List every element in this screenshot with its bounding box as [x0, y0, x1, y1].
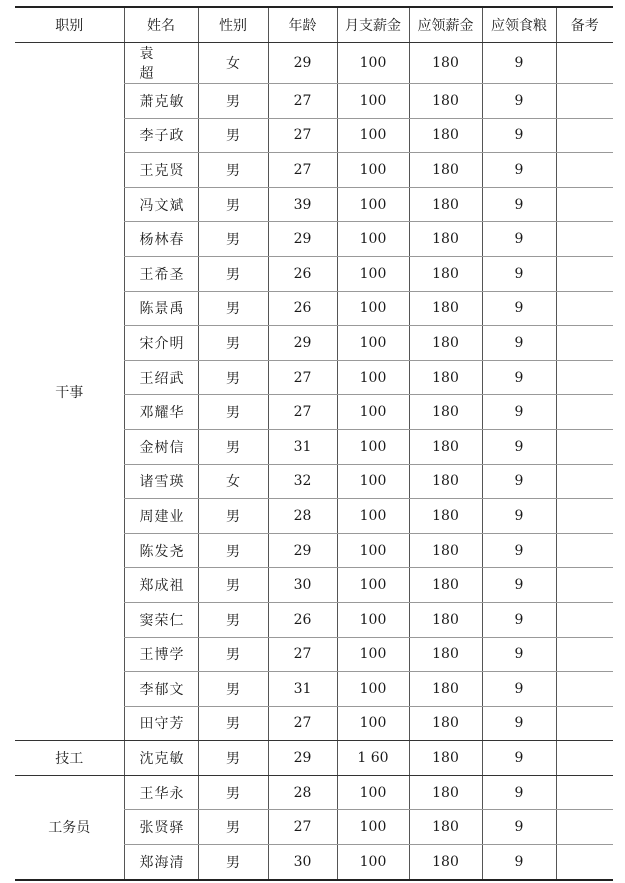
note-cell — [556, 533, 613, 568]
monthly-pay-cell: 100 — [337, 810, 409, 845]
monthly-pay-cell: 100 — [337, 499, 409, 534]
monthly-pay-cell: 100 — [337, 118, 409, 153]
staff-sex-cell: 男 — [198, 84, 268, 119]
header-row — [15, 7, 613, 43]
due-pay-cell: 180 — [409, 256, 482, 291]
note-cell — [556, 464, 613, 499]
staff-age-cell: 30 — [268, 845, 337, 880]
staff-name-cell: 杨林春 — [124, 222, 198, 257]
note-cell — [556, 326, 613, 361]
staff-salary-table — [15, 6, 613, 881]
staff-age-cell: 29 — [268, 741, 337, 776]
due-grain-cell: 9 — [482, 533, 556, 568]
note-cell — [556, 222, 613, 257]
staff-sex-cell: 男 — [198, 706, 268, 741]
table-row — [15, 775, 613, 810]
due-grain-cell: 9 — [482, 672, 556, 707]
monthly-pay-cell: 100 — [337, 326, 409, 361]
staff-sex-cell: 男 — [198, 741, 268, 776]
staff-age-cell: 28 — [268, 775, 337, 810]
staff-age-cell: 32 — [268, 464, 337, 499]
staff-age-cell: 29 — [268, 222, 337, 257]
monthly-pay-cell: 100 — [337, 291, 409, 326]
due-pay-cell: 180 — [409, 741, 482, 776]
due-pay-cell: 180 — [409, 43, 482, 84]
due-grain-cell: 9 — [482, 395, 556, 430]
staff-sex-cell: 男 — [198, 775, 268, 810]
staff-sex-cell: 男 — [198, 637, 268, 672]
monthly-pay-cell: 100 — [337, 533, 409, 568]
staff-age-cell: 27 — [268, 810, 337, 845]
staff-name-cell: 金树信 — [124, 429, 198, 464]
staff-name-cell: 郑海清 — [124, 845, 198, 880]
role-cell: 技工 — [15, 741, 124, 776]
monthly-pay-cell: 100 — [337, 429, 409, 464]
staff-age-cell: 27 — [268, 84, 337, 119]
note-cell — [556, 43, 613, 84]
due-grain-cell: 9 — [482, 187, 556, 222]
staff-name-cell: 冯文斌 — [124, 187, 198, 222]
monthly-pay-cell: 100 — [337, 395, 409, 430]
note-cell — [556, 118, 613, 153]
monthly-pay-cell: 100 — [337, 43, 409, 84]
staff-age-cell: 26 — [268, 256, 337, 291]
staff-name-cell: 陈景禹 — [124, 291, 198, 326]
monthly-pay-cell: 100 — [337, 84, 409, 119]
staff-name-cell: 王华永 — [124, 775, 198, 810]
staff-name-cell: 田守芳 — [124, 706, 198, 741]
staff-age-cell: 27 — [268, 637, 337, 672]
due-grain-cell: 9 — [482, 706, 556, 741]
note-cell — [556, 499, 613, 534]
staff-age-cell: 39 — [268, 187, 337, 222]
monthly-pay-cell: 100 — [337, 153, 409, 188]
staff-sex-cell: 男 — [198, 326, 268, 361]
staff-name-cell: 郑成祖 — [124, 568, 198, 603]
due-pay-cell: 180 — [409, 810, 482, 845]
staff-name-cell: 萧克敏 — [124, 84, 198, 119]
staff-name-cell: 李郁文 — [124, 672, 198, 707]
monthly-pay-cell: 100 — [337, 360, 409, 395]
note-cell — [556, 845, 613, 880]
note-cell — [556, 810, 613, 845]
due-pay-cell: 180 — [409, 187, 482, 222]
staff-name-cell: 陈发尧 — [124, 533, 198, 568]
role-cell: 干事 — [15, 43, 124, 741]
due-pay-cell: 180 — [409, 360, 482, 395]
staff-name-cell: 沈克敏 — [124, 741, 198, 776]
due-grain-cell: 9 — [482, 222, 556, 257]
staff-age-cell: 29 — [268, 326, 337, 361]
staff-age-cell: 30 — [268, 568, 337, 603]
due-pay-cell: 180 — [409, 568, 482, 603]
due-pay-cell: 180 — [409, 637, 482, 672]
staff-name-cell: 邓耀华 — [124, 395, 198, 430]
due-grain-cell: 9 — [482, 464, 556, 499]
due-grain-cell: 9 — [482, 360, 556, 395]
monthly-pay-cell: 100 — [337, 845, 409, 880]
header-note: 备考 — [556, 7, 613, 43]
staff-sex-cell: 男 — [198, 222, 268, 257]
note-cell — [556, 706, 613, 741]
note-cell — [556, 568, 613, 603]
due-grain-cell: 9 — [482, 153, 556, 188]
due-grain-cell: 9 — [482, 741, 556, 776]
staff-age-cell: 31 — [268, 429, 337, 464]
due-pay-cell: 180 — [409, 706, 482, 741]
staff-sex-cell: 男 — [198, 568, 268, 603]
header-monthly-pay: 月支薪金 — [337, 7, 409, 43]
due-pay-cell: 180 — [409, 464, 482, 499]
staff-sex-cell: 男 — [198, 672, 268, 707]
note-cell — [556, 187, 613, 222]
due-pay-cell: 180 — [409, 395, 482, 430]
due-pay-cell: 180 — [409, 533, 482, 568]
staff-name-cell: 张贤驿 — [124, 810, 198, 845]
staff-age-cell: 29 — [268, 533, 337, 568]
note-cell — [556, 395, 613, 430]
staff-sex-cell: 男 — [198, 118, 268, 153]
header-sex: 性别 — [198, 7, 268, 43]
header-name: 姓名 — [124, 7, 198, 43]
monthly-pay-cell: 100 — [337, 637, 409, 672]
due-grain-cell: 9 — [482, 291, 556, 326]
note-cell — [556, 775, 613, 810]
staff-name-cell: 袁 超 — [124, 43, 198, 84]
staff-name-cell: 宋介明 — [124, 326, 198, 361]
monthly-pay-cell: 100 — [337, 187, 409, 222]
staff-sex-cell: 男 — [198, 395, 268, 430]
due-grain-cell: 9 — [482, 602, 556, 637]
due-grain-cell: 9 — [482, 845, 556, 880]
due-pay-cell: 180 — [409, 222, 482, 257]
staff-sex-cell: 男 — [198, 810, 268, 845]
monthly-pay-cell: 100 — [337, 568, 409, 603]
monthly-pay-cell: 100 — [337, 602, 409, 637]
due-grain-cell: 9 — [482, 775, 556, 810]
monthly-pay-cell: 100 — [337, 672, 409, 707]
staff-sex-cell: 男 — [198, 845, 268, 880]
staff-name-cell: 王博学 — [124, 637, 198, 672]
staff-name-cell: 周建业 — [124, 499, 198, 534]
due-pay-cell: 180 — [409, 672, 482, 707]
staff-sex-cell: 男 — [198, 429, 268, 464]
table-row — [15, 43, 613, 84]
monthly-pay-cell: 100 — [337, 464, 409, 499]
staff-age-cell: 28 — [268, 499, 337, 534]
staff-age-cell: 27 — [268, 360, 337, 395]
table-row — [15, 741, 613, 776]
table-body — [15, 43, 613, 880]
staff-name-cell: 王克贤 — [124, 153, 198, 188]
monthly-pay-cell: 100 — [337, 222, 409, 257]
due-pay-cell: 180 — [409, 84, 482, 119]
due-grain-cell: 9 — [482, 326, 556, 361]
header-age: 年龄 — [268, 7, 337, 43]
staff-sex-cell: 男 — [198, 602, 268, 637]
staff-age-cell: 27 — [268, 153, 337, 188]
header-role: 职别 — [15, 7, 124, 43]
role-cell: 工务员 — [15, 775, 124, 879]
note-cell — [556, 429, 613, 464]
staff-age-cell: 27 — [268, 118, 337, 153]
staff-sex-cell: 男 — [198, 533, 268, 568]
staff-sex-cell: 女 — [198, 464, 268, 499]
staff-sex-cell: 男 — [198, 187, 268, 222]
due-grain-cell: 9 — [482, 84, 556, 119]
due-pay-cell: 180 — [409, 429, 482, 464]
due-grain-cell: 9 — [482, 429, 556, 464]
staff-sex-cell: 男 — [198, 499, 268, 534]
due-grain-cell: 9 — [482, 568, 556, 603]
staff-age-cell: 31 — [268, 672, 337, 707]
note-cell — [556, 360, 613, 395]
staff-age-cell: 29 — [268, 43, 337, 84]
staff-age-cell: 26 — [268, 291, 337, 326]
staff-sex-cell: 男 — [198, 291, 268, 326]
staff-sex-cell: 男 — [198, 256, 268, 291]
staff-name-cell: 窦荣仁 — [124, 602, 198, 637]
due-pay-cell: 180 — [409, 153, 482, 188]
staff-sex-cell: 男 — [198, 153, 268, 188]
note-cell — [556, 637, 613, 672]
note-cell — [556, 153, 613, 188]
staff-age-cell: 26 — [268, 602, 337, 637]
due-grain-cell: 9 — [482, 499, 556, 534]
staff-sex-cell: 女 — [198, 43, 268, 84]
note-cell — [556, 291, 613, 326]
note-cell — [556, 84, 613, 119]
staff-age-cell: 27 — [268, 706, 337, 741]
due-pay-cell: 180 — [409, 291, 482, 326]
staff-name-cell: 诸雪瑛 — [124, 464, 198, 499]
monthly-pay-cell: 1 60 — [337, 741, 409, 776]
due-pay-cell: 180 — [409, 499, 482, 534]
staff-sex-cell: 男 — [198, 360, 268, 395]
due-grain-cell: 9 — [482, 43, 556, 84]
monthly-pay-cell: 100 — [337, 706, 409, 741]
due-pay-cell: 180 — [409, 602, 482, 637]
note-cell — [556, 672, 613, 707]
monthly-pay-cell: 100 — [337, 256, 409, 291]
due-grain-cell: 9 — [482, 118, 556, 153]
staff-name-cell: 王希圣 — [124, 256, 198, 291]
due-pay-cell: 180 — [409, 326, 482, 361]
header-due-grain: 应领食粮 — [482, 7, 556, 43]
due-pay-cell: 180 — [409, 845, 482, 880]
note-cell — [556, 602, 613, 637]
due-grain-cell: 9 — [482, 810, 556, 845]
due-grain-cell: 9 — [482, 637, 556, 672]
note-cell — [556, 741, 613, 776]
monthly-pay-cell: 100 — [337, 775, 409, 810]
staff-name-cell: 王绍武 — [124, 360, 198, 395]
staff-age-cell: 27 — [268, 395, 337, 430]
note-cell — [556, 256, 613, 291]
due-pay-cell: 180 — [409, 118, 482, 153]
due-grain-cell: 9 — [482, 256, 556, 291]
header-due-pay: 应领薪金 — [409, 7, 482, 43]
staff-name-cell: 李子政 — [124, 118, 198, 153]
due-pay-cell: 180 — [409, 775, 482, 810]
